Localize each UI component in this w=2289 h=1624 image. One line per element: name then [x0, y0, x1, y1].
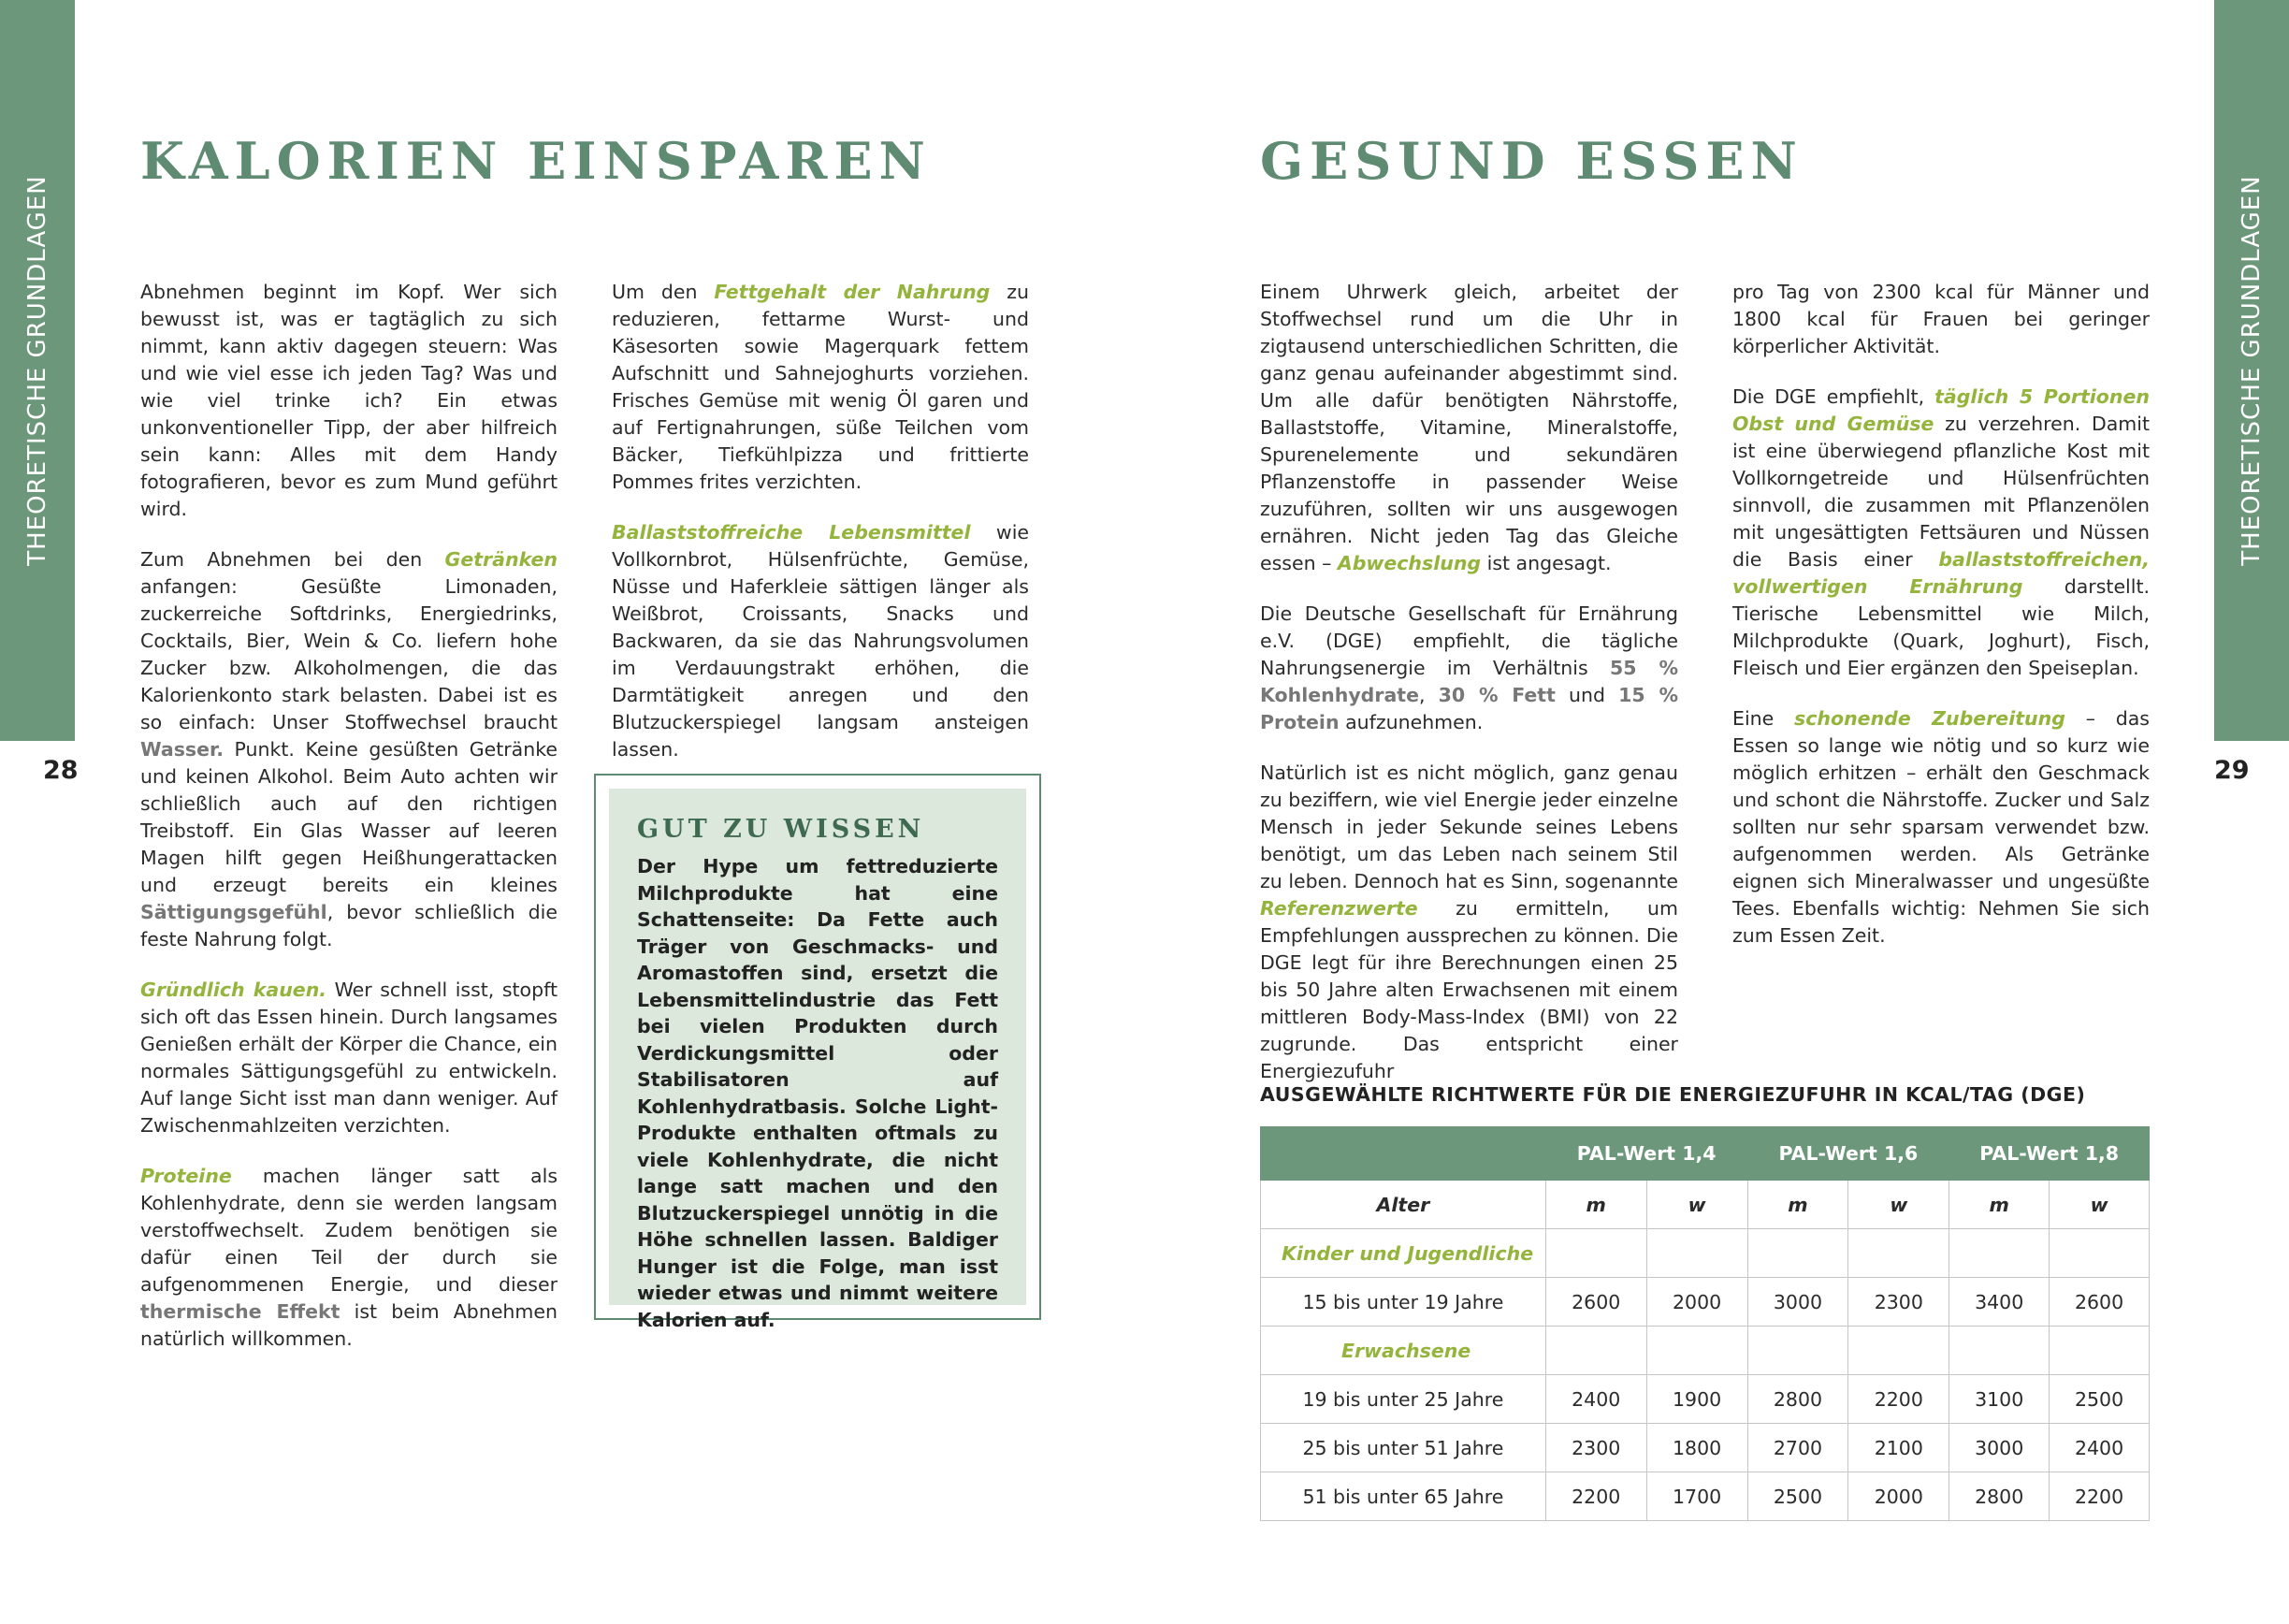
text: ist beim Abnehmen natürlich willkommen.	[140, 1300, 558, 1350]
right-column-1	[1260, 279, 1678, 1109]
header-w: w	[1646, 1181, 1747, 1229]
page-title-left: KALORIEN EINSPAREN	[140, 131, 932, 191]
highlight: 30 % Fett	[1438, 684, 1556, 706]
highlight: Gründlich kauen.	[140, 979, 327, 1001]
table-cell	[1747, 1229, 1848, 1278]
table-cell: 2000	[1848, 1472, 1949, 1521]
text: zu ermitteln, um Empfehlungen aussprechen zu können. Die DGE legt für ihre Berechnungen einen 25 bis 50 Jahre alten Erwachsenen mit einem mittleren Body-Mass-Index (BMI) von 22 zugrunde. Das entspricht einer Energiezufuhr	[1260, 897, 1678, 1082]
text: Punkt. Keine gesüßten Getränke und keinen Alkohol. Beim Auto achten wir schließlich auch auf den richtigen Treibstoff. Ein Glas Wasser auf leeren Magen hilft gegen Heißhungerattacken und erzeugt bereits ein kleines	[140, 738, 558, 896]
text: Die Deutsche Gesellschaft für Ernährung e.V. (DGE) empfiehlt, die tägliche Nahrungsenergie im Verhältnis	[1260, 602, 1678, 679]
highlight: Sättigungsgefühl	[140, 901, 327, 923]
table-cell	[1747, 1327, 1848, 1375]
highlight: schonende Zubereitung	[1794, 707, 2065, 730]
highlight: Proteine	[140, 1165, 232, 1187]
paragraph	[1732, 279, 2150, 360]
text: Die DGE empfiehlt,	[1732, 385, 1935, 408]
table-cell: 2600	[2050, 1278, 2150, 1327]
paragraph	[612, 519, 1029, 763]
highlight: Getränken	[444, 548, 558, 571]
table-cell: 1900	[1646, 1375, 1747, 1424]
table-cell: 2600	[1545, 1278, 1646, 1327]
side-tab-label-left: THEORETISCHE GRUNDLAGEN	[23, 175, 51, 566]
header-empty	[1261, 1127, 1546, 1181]
paragraph	[140, 546, 558, 953]
header-w: w	[1848, 1181, 1949, 1229]
table-cell-age: 19 bis unter 25 Jahre	[1261, 1375, 1546, 1424]
text: – das Essen so lange wie nötig und so kurz wie möglich erhitzen – erhält den Geschmack und schont die Nährstoffe. Zucker und Salz sollten nur sehr sparsam verwendet bzw. aufgenommen werden. Als Getränke eignen sich Mineralwasser und ungesüßte Tees. Ebenfalls wichtig: Nehmen Sie sich zum Essen Zeit.	[1732, 707, 2150, 947]
info-box	[594, 774, 1041, 1331]
table-title: AUSGEWÄHLTE RICHTWERTE FÜR DIE ENERGIEZUFUHR IN KCAL/TAG (DGE)	[1260, 1083, 2086, 1106]
table-cell: 2500	[1747, 1472, 1848, 1521]
table-cell: 2400	[1545, 1375, 1646, 1424]
table-cell: 2300	[1545, 1424, 1646, 1472]
text: Abnehmen beginnt im Kopf. Wer sich bewusst ist, was er tagtäglich zu sich nimmt, kann aktiv dagegen steuern: Was und wie viel esse ich jeden Tag? Was und wie viel trinke ich? Ein etwas unkonventioneller Tipp, der aber hilfreich sein kann: Alles mit dem Handy fotografieren, bevor es zum Mund geführt wird.	[140, 281, 558, 520]
right-column-2	[1732, 279, 2150, 973]
highlight: ballaststoffreichen, vollwertigen Ernährung	[1732, 548, 2150, 598]
paragraph	[612, 279, 1029, 496]
text: und	[1555, 684, 1619, 706]
energy-table	[1260, 1126, 2150, 1521]
paragraph	[1732, 384, 2150, 682]
paragraph	[1260, 601, 1678, 736]
highlight: Ballaststoffreiche Lebensmittel	[612, 521, 971, 544]
table-cell: 3000	[1949, 1424, 2050, 1472]
table-cell: 2800	[1747, 1375, 1848, 1424]
highlight: Wasser.	[140, 738, 224, 761]
table-cell: 2300	[1848, 1278, 1949, 1327]
text: pro Tag von 2300 kcal für Männer und 1800 kcal für Frauen bei geringer körperlicher Aktivität.	[1732, 281, 2150, 357]
table-cell: 2100	[1848, 1424, 1949, 1472]
table-cell: 2200	[1848, 1375, 1949, 1424]
header-m: m	[1545, 1181, 1646, 1229]
paragraph	[1260, 279, 1678, 577]
header-age: Alter	[1261, 1181, 1546, 1229]
highlight: Abwechslung	[1337, 552, 1482, 574]
table-cell: 2200	[2050, 1472, 2150, 1521]
category-label: Erwachsene	[1261, 1327, 1546, 1375]
table-cell: 1700	[1646, 1472, 1747, 1521]
table-cell: 2000	[1646, 1278, 1747, 1327]
table-cell	[1949, 1327, 2050, 1375]
text: Um den	[612, 281, 715, 303]
table-cell: 3400	[1949, 1278, 2050, 1327]
table-cell: 2500	[2050, 1375, 2150, 1424]
header-pal-18: PAL-Wert 1,8	[1949, 1127, 2150, 1181]
left-column-2	[612, 279, 1029, 787]
header-w: w	[2050, 1181, 2150, 1229]
table-row-subheader	[1261, 1181, 2150, 1229]
table-header-row	[1261, 1127, 2150, 1181]
text: wie Vollkornbrot, Hülsenfrüchte, Gemüse, Nüsse und Haferkleie sättigen länger als Weißbrot, Croissants, Snacks und Backwaren, da sie das Nahrungsvolumen im Verdauungstrakt erhöhen, die Darmtätigkeit anregen und den Blutzuckerspiegel langsam ansteigen lassen.	[612, 521, 1029, 761]
highlight: 15 % Protein	[1260, 684, 1678, 733]
header-m: m	[1949, 1181, 2050, 1229]
paragraph	[140, 977, 558, 1139]
text: Einem Uhrwerk gleich, arbeitet der Stoffwechsel rund um die Uhr in zigtausend unterschiedlichen Schritten, die ganz genau aufeinander abgestimmt sind. Um alle dafür benötigten Nährstoffe, Ballaststoffe, Vitamine, Mineralstoffe, Spurenelemente und sekundären Pflanzenstoffe in passender Weise zuzuführen, sollten wir uns ausgewogen ernähren. Nicht jeden Tag das Gleiche essen –	[1260, 281, 1678, 574]
highlight: Fettgehalt der Nahrung	[714, 281, 991, 303]
table-cell: 3000	[1747, 1278, 1848, 1327]
table-cell	[1545, 1229, 1646, 1278]
text: Zum Abnehmen bei den	[140, 548, 445, 571]
highlight: Referenzwerte	[1260, 897, 1418, 920]
table-row	[1261, 1424, 2150, 1472]
table-cell-age: 51 bis unter 65 Jahre	[1261, 1472, 1546, 1521]
text: machen länger satt als Kohlenhydrate, denn sie werden langsam verstoffwechselt. Zudem benötigen sie dafür einen Teil der durch sie aufgenommenen Energie, und dieser	[140, 1165, 558, 1296]
table-cell: 2200	[1545, 1472, 1646, 1521]
category-label: Kinder und Jugendliche	[1261, 1229, 1546, 1278]
info-box-title: GUT ZU WISSEN	[637, 815, 925, 844]
text: zu reduzieren, fettarme Wurst- und Käsesorten sowie Magerquark fettem Aufschnitt und Sahnejoghurts vorziehen. Frisches Gemüse mit wenig Öl garen und auf Fertignahrungen, süße Teilchen vom Bäcker, Tiefkühlpizza und frittierte Pommes frites verzichten.	[612, 281, 1029, 493]
paragraph	[140, 279, 558, 523]
page-number-right: 29	[2214, 756, 2250, 785]
highlight: täglich 5 Portionen Obst und Gemüse	[1732, 385, 2150, 435]
side-tab-right	[2214, 0, 2289, 741]
highlight: 55 % Kohlenhydrate	[1260, 657, 1678, 706]
side-tab-left	[0, 0, 75, 741]
text: Wer schnell isst, stopft sich oft das Essen hinein. Durch langsames Genießen erhält der Körper die Chance, ein normales Sättigungsgefühl zu entwickeln. Auf lange Sicht isst man dann weniger. Auf Zwischenmahlzeiten verzichten.	[140, 979, 558, 1137]
table-cell	[2050, 1327, 2150, 1375]
table-cell	[1848, 1327, 1949, 1375]
text: ,	[1419, 684, 1439, 706]
table-row-category	[1261, 1229, 2150, 1278]
text: aufzunehmen.	[1339, 711, 1484, 733]
text: Eine	[1732, 707, 1795, 730]
page-number-left: 28	[43, 756, 79, 785]
table-cell	[2050, 1229, 2150, 1278]
table-cell: 3100	[1949, 1375, 2050, 1424]
table-cell	[1949, 1229, 2050, 1278]
table-cell	[1646, 1327, 1747, 1375]
table-row	[1261, 1472, 2150, 1521]
paragraph	[140, 1163, 558, 1353]
table-row-category	[1261, 1327, 2150, 1375]
paragraph	[1732, 705, 2150, 950]
page-title-right: GESUND ESSEN	[1260, 131, 1804, 191]
table-cell	[1545, 1327, 1646, 1375]
info-box-inner	[609, 789, 1026, 1331]
table-cell	[1646, 1229, 1747, 1278]
highlight: thermische Effekt	[140, 1300, 340, 1323]
table-cell: 2700	[1747, 1424, 1848, 1472]
table-cell-age: 15 bis unter 19 Jahre	[1261, 1278, 1546, 1327]
header-pal-16: PAL-Wert 1,6	[1747, 1127, 1949, 1181]
text: Natürlich ist es nicht möglich, ganz genau zu beziffern, wie viel Energie jeder einzelne Mensch in jeder Sekunde seines Lebens benötigt, um das Leben nach seinem Stil zu leben. Dennoch hat es Sinn, sogenannte	[1260, 761, 1678, 892]
table-row	[1261, 1278, 2150, 1327]
side-tab-label-right: THEORETISCHE GRUNDLAGEN	[2238, 175, 2266, 566]
table-row	[1261, 1375, 2150, 1424]
left-column-1	[140, 279, 558, 1376]
header-m: m	[1747, 1181, 1848, 1229]
info-box-text: Der Hype um fettreduzierte Milchprodukte hat eine Schattenseite: Da Fette auch Träger von Geschmacks- und Aromastoffen sind, ersetzt die Lebensmittelindustrie das Fett bei vielen Produkten durch Verdickungsmittel oder Stabilisatoren auf Kohlenhydratbasis. Solche Light-Produkte enthalten oftmals zu viele Kohlenhydrate, die nicht lange satt machen und den Blutzuckerspiegel unnötig in die Höhe schnellen lassen. Baldiger Hunger ist die Folge, man isst wieder etwas und nimmt weitere Kalorien auf.	[637, 855, 998, 1331]
table-cell-age: 25 bis unter 51 Jahre	[1261, 1424, 1546, 1472]
text: , bevor schließlich die feste Nahrung folgt.	[140, 901, 558, 950]
text: zu verzehren. Damit ist eine überwiegend pflanzliche Kost mit Vollkorngetreide und Hülsenfrüchten sinnvoll, die zusammen mit Pflanzenölen mit ungesättigten Fettsäuren und Nüssen die Basis einer	[1732, 413, 2150, 571]
table-cell: 1800	[1646, 1424, 1747, 1472]
table-cell: 2400	[2050, 1424, 2150, 1472]
paragraph	[1260, 760, 1678, 1085]
text: darstellt. Tierische Lebensmittel wie Milch, Milchprodukte (Quark, Joghurt), Fisch, Fleisch und Eier ergänzen den Speiseplan.	[1732, 575, 2150, 679]
header-pal-14: PAL-Wert 1,4	[1545, 1127, 1747, 1181]
table-cell: 2800	[1949, 1472, 2050, 1521]
text: ist angesagt.	[1481, 552, 1612, 574]
text: anfangen: Gesüßte Limonaden, zuckerreiche Softdrinks, Energiedrinks, Cocktails, Bier, Wein & Co. liefern hohe Zucker bzw. Alkoholmengen, die das Kalorienkonto stark belasten. Dabei ist es so einfach: Unser Stoffwechsel braucht	[140, 575, 558, 733]
table-cell	[1848, 1229, 1949, 1278]
